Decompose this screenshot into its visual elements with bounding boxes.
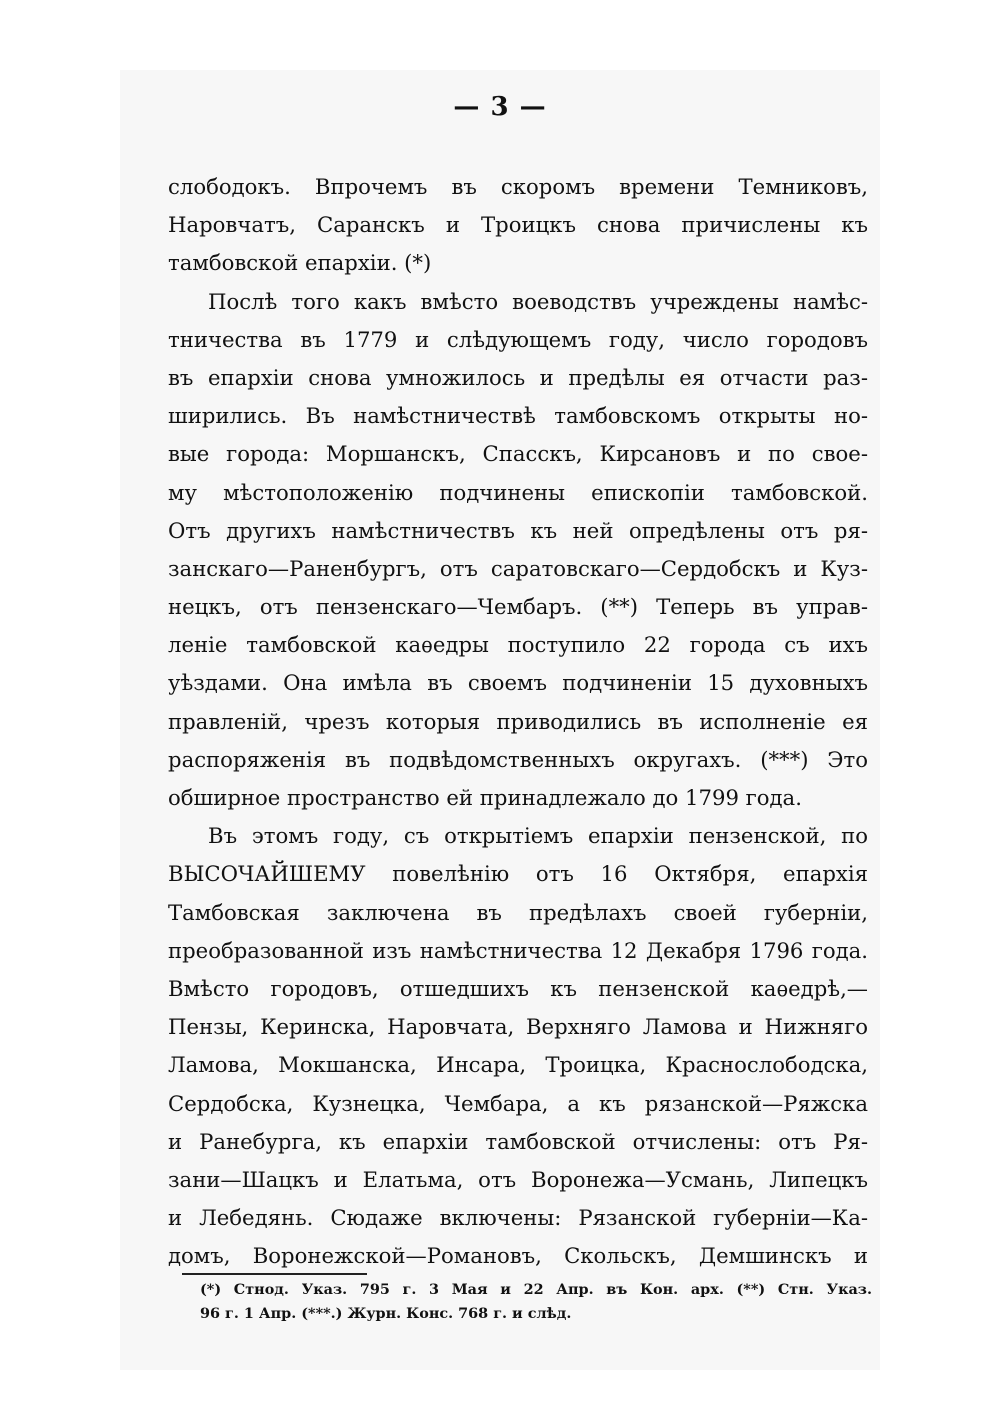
text-line: Въ этомъ году, съ открытіемъ епархіи пензенской, по [208,823,868,849]
page-number: — 3 — [453,92,547,122]
text-line: занскаго—Раненбургъ, отъ саратовскаго—Сердобскъ и Куз- [168,555,868,581]
text-line: нецкъ, отъ пензенскаго—Чембаръ. (**) Теперь въ управ- [168,594,868,620]
text-line: Ламова, Мокшанска, Инсара, Троицка, Краснослободска, [168,1052,868,1078]
footnote-line: 96 г. 1 Апр. (***.) Журн. Конс. 768 г. и слѣд. [200,1305,572,1322]
text-line: преобразованной изъ намѣстничества 12 Декабря 1796 года. [168,937,868,963]
text-line: зани—Шацкъ и Елатьма, отъ Воронежа—Усмань, Липецкъ [168,1166,868,1192]
text-line: и Лебедянь. Сюдаже включены: Рязанской губерніи—Ка- [168,1205,868,1231]
text-line: въ епархіи снова умножилось и предѣлы ея отчасти раз- [168,364,868,390]
text-line: ширились. Въ намѣстничествѣ тамбовскомъ открыты но- [168,403,868,429]
footnotes [200,1278,872,1326]
text-line: Отъ другихъ намѣстничествъ къ ней опредѣлены отъ ря- [168,517,868,543]
footnote-line: (*) Стнод. Указ. 795 г. 3 Мая и 22 Апр. въ Кон. арх. (**) Стн. Указ. [200,1281,872,1298]
text-line: Сердобска, Кузнецка, Чембара, а къ рязанской—Ряжска [168,1090,868,1116]
text-line: ВЫСОЧАЙШЕМУ повелѣнію отъ 16 Октября, епархія [168,861,868,887]
text-line: леніе тамбовской каѳедры поступило 22 города съ ихъ [168,632,868,658]
text-line: Тамбовская заключена въ предѣлахъ своей губерніи, [168,899,868,925]
footnote-divider [182,1273,367,1275]
body-text [168,168,868,1275]
text-line: домъ, Воронежской—Романовъ, Скольскъ, Демшинскъ и [168,1243,868,1269]
text-line: распоряженія въ подвѣдомственныхъ округахъ. (***) Это [168,746,868,772]
text-line: му мѣстоположенію подчинены епископіи тамбовской. [168,479,868,505]
text-line: вые города: Моршанскъ, Спасскъ, Кирсановъ и по свое- [168,441,868,467]
text-line: Наровчатъ, Саранскъ и Троицкъ снова причислены къ [168,212,868,238]
text-line: Пензы, Керинска, Наровчата, Верхняго Ламова и Нижняго [168,1014,868,1040]
text-line: и Ранебурга, къ епархіи тамбовской отчислены: отъ Ря- [168,1128,868,1154]
text-line: слободокъ. Впрочемъ въ скоромъ времени Темниковъ, [168,174,868,199]
text-line: уѣздами. Она имѣла въ своемъ подчиненіи 15 духовныхъ [168,670,868,696]
text-line: тничества въ 1779 и слѣдующемъ году, число городовъ [168,326,868,352]
text-line: тамбовской епархіи. (*) [168,250,432,276]
text-line: Вмѣсто городовъ, отшедшихъ къ пензенской каѳедрѣ,— [168,975,868,1001]
text-line: Послѣ того какъ вмѣсто воеводствъ учреждены намѣс- [208,288,868,314]
text-line: обширное пространство ей принадлежало до 1799 года. [168,785,802,810]
text-line: правленій, чрезъ которыя приводились въ исполненіе ея [168,708,868,734]
